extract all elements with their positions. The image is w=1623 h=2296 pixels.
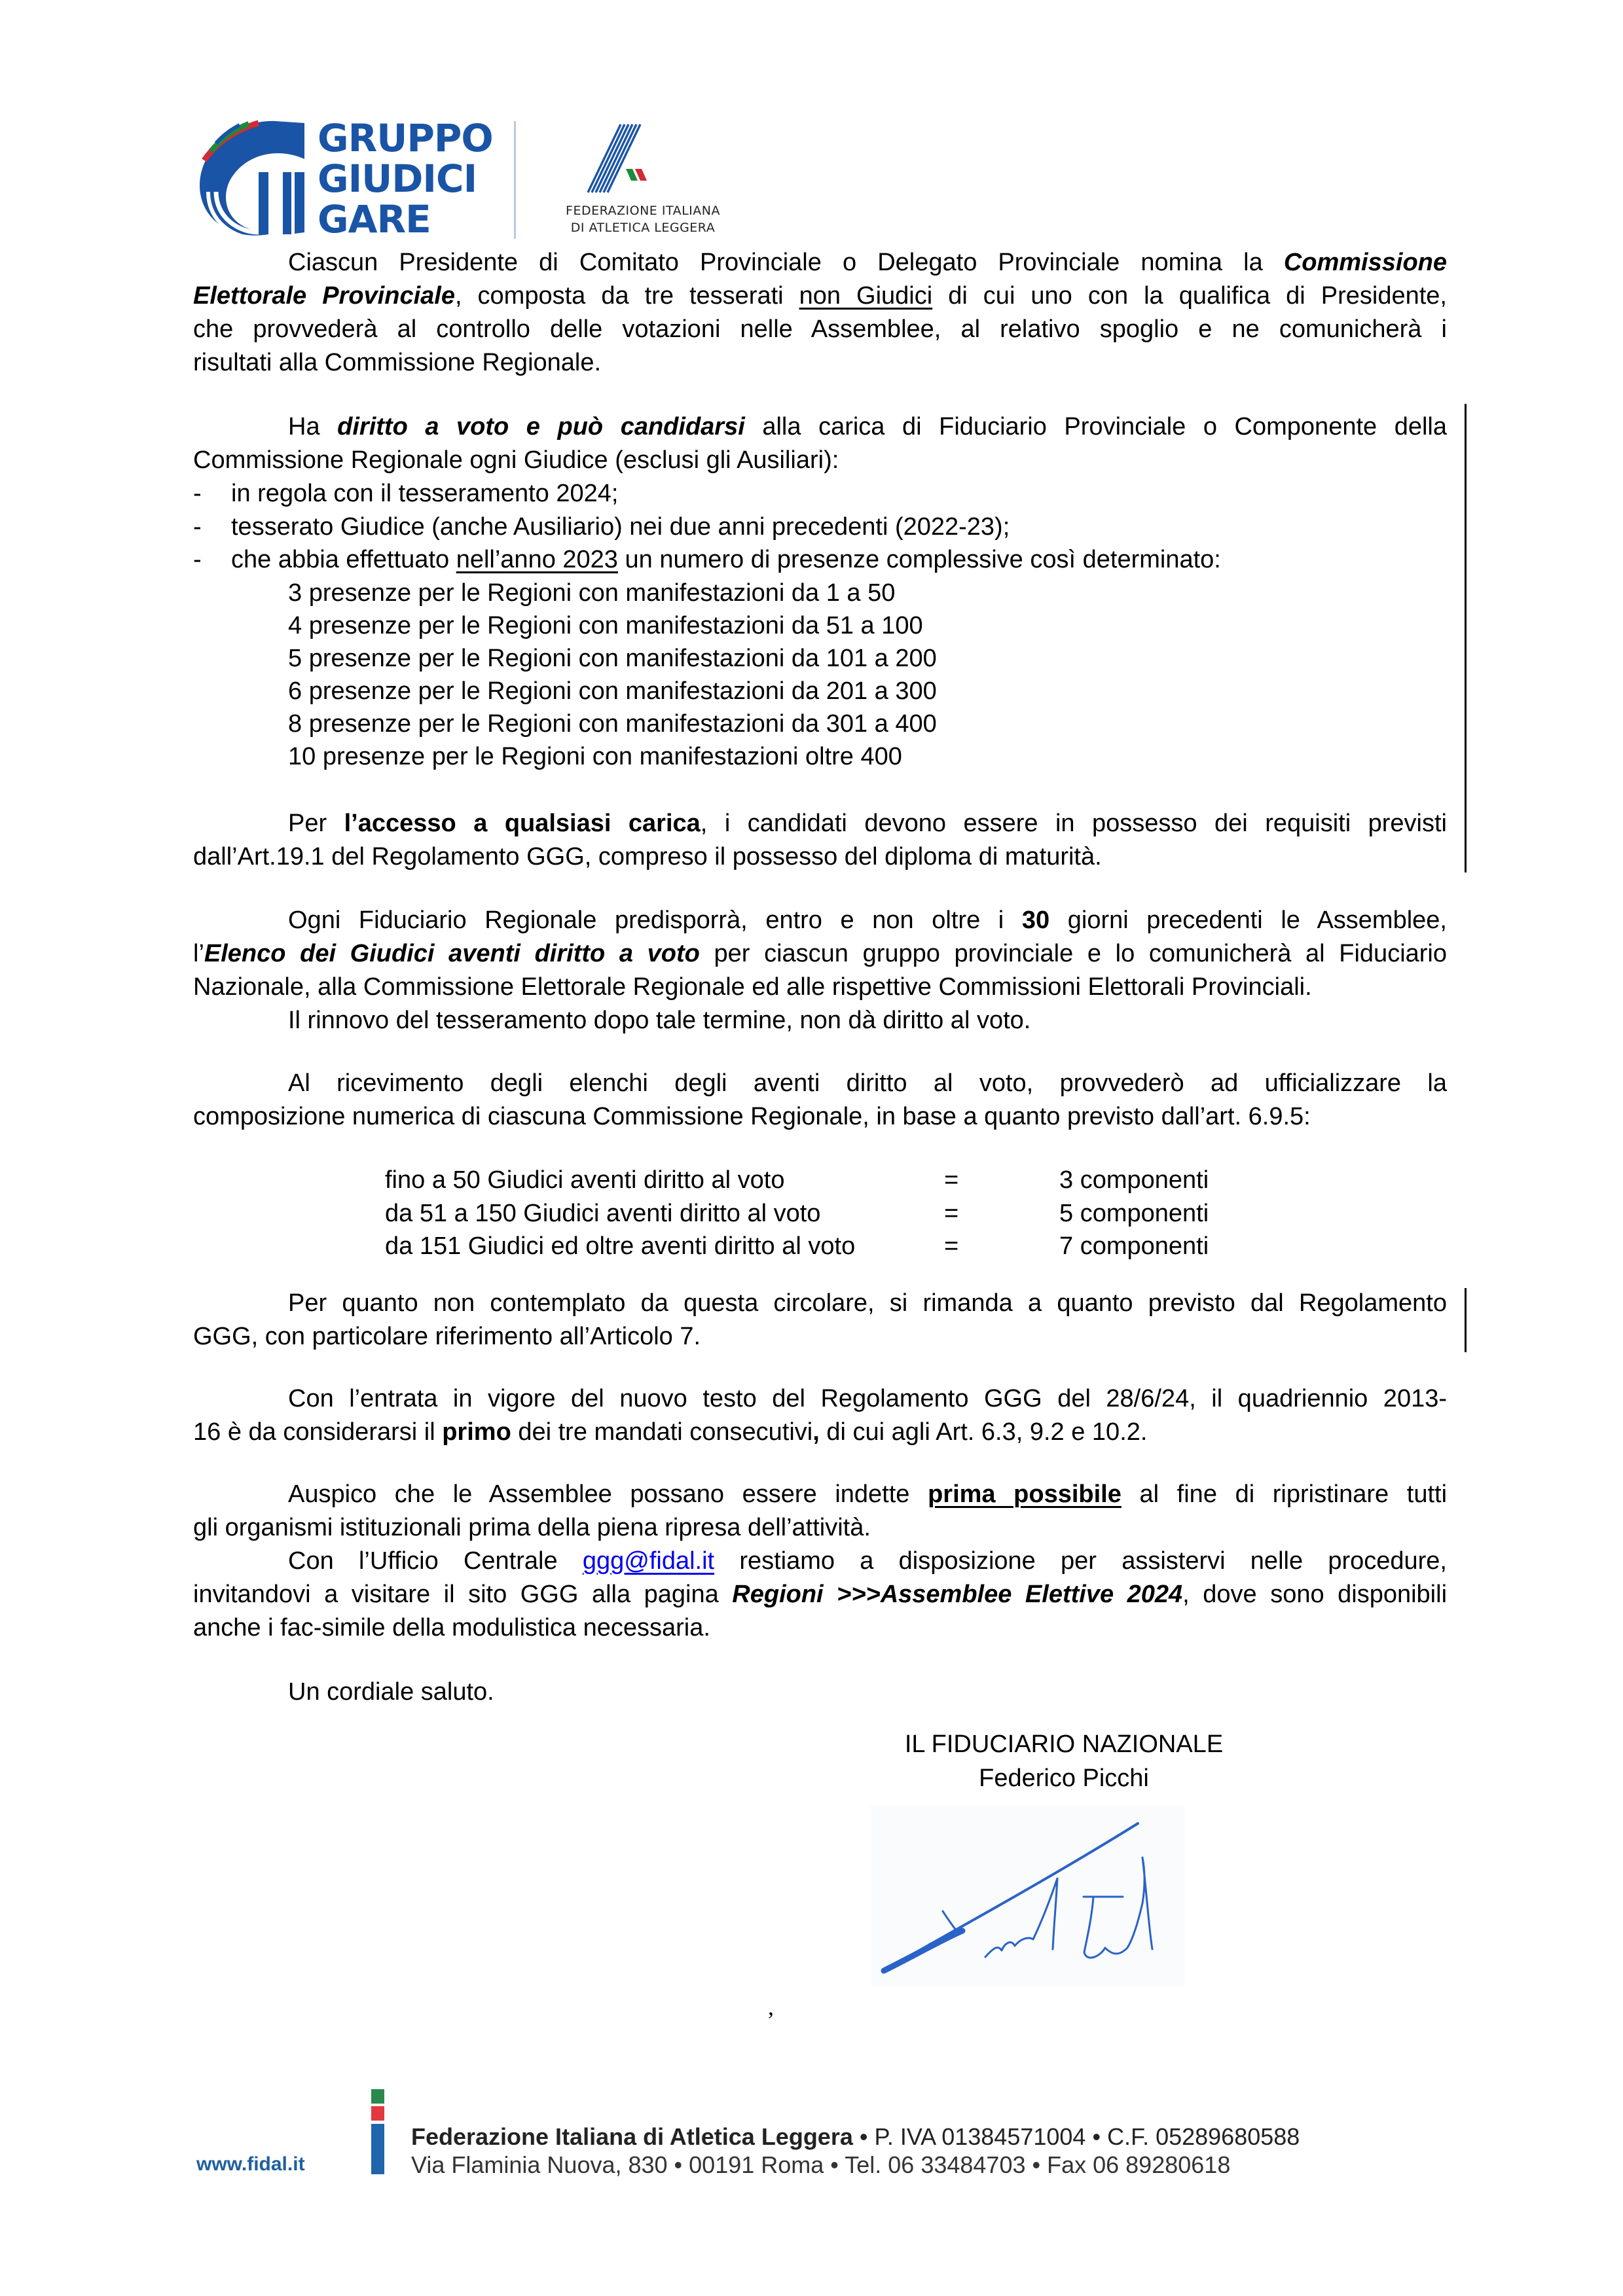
fidal-logo-line-2: DI ATLETICA LEGGERA: [570, 221, 716, 235]
p3-emphasis: l’accesso a qualsiasi carica: [344, 810, 701, 837]
p7-emphasis: ,: [812, 1418, 820, 1446]
closing-greeting: Un cordiale saluto.: [288, 1678, 494, 1706]
footer-separator: •: [852, 2123, 875, 2150]
p2-emphasis: diritto a voto e può candidarsi: [337, 413, 745, 440]
list-item-text: in regola con il tesseramento 2024;: [231, 480, 619, 507]
signatory-title: IL FIDUCIARIO NAZIONALE: [904, 1731, 1224, 1758]
list-item-text: tesserato Giudice (anche Ausiliario) nei due anni precedenti (2022-23);: [231, 513, 1010, 541]
list-dash: -: [193, 546, 202, 573]
paragraph-diritto-voto: [193, 410, 1447, 477]
p1-line-1: [193, 246, 1447, 279]
p4-text: giorni precedenti le Assemblee,: [1049, 906, 1447, 934]
p1-text: , composta da tre tesserati: [454, 282, 799, 310]
p1-line-3: che provvederà al controllo delle votazioni nelle Assemblee, al relativo spoglio e ne comunicherà i: [193, 315, 1447, 343]
list-dash: -: [193, 513, 202, 541]
cell-range: da 51 a 150 Giudici aventi diritto al voto: [385, 1200, 821, 1227]
p4-text: per ciascun gruppo provinciale e lo comunicherà al Fiduciario: [699, 940, 1447, 967]
p5-line-2: composizione numerica di ciascuna Commissione Regionale, in base a quanto previsto dall’art. 6.9.5:: [193, 1103, 1311, 1130]
p9-emphasis: Regioni >>>Assemblee Elettive 2024: [732, 1581, 1183, 1608]
handwritten-signature-icon: [871, 1805, 1185, 1986]
p1-line-4: risultati alla Commissione Regionale.: [193, 349, 602, 376]
paragraph-quadriennio: [193, 1382, 1447, 1449]
paragraph-commissione-provinciale: [193, 246, 1447, 380]
p4-text: Ogni Fiduciario Regionale predisporrà, entro e non oltre i: [288, 906, 1022, 934]
flag-green-block: [371, 2089, 384, 2104]
p1-text: di cui uno con la qualifica di Presidente,: [932, 282, 1447, 310]
fidal-logo-text: [545, 202, 741, 236]
list-item-text: [231, 543, 1221, 577]
p4-line-2: [193, 937, 1447, 971]
p7-text: di cui agli Art. 6.3, 9.2 e 10.2.: [819, 1418, 1148, 1446]
p9-line-3: anche i fac-simile della modulistica necessaria.: [193, 1614, 710, 1641]
p9-text: , dove sono disponibili: [1182, 1581, 1448, 1608]
paragraph-requisiti: [193, 807, 1447, 874]
p7-line-2: [193, 1416, 1447, 1449]
flag-blue-bar: [371, 2124, 384, 2174]
p9-line-1: [193, 1545, 1447, 1578]
fidal-logo-line-1: FEDERAZIONE ITALIANA: [566, 204, 720, 218]
footer-address: Via Flaminia Nuova, 830 • 00191 Roma • Tel. 06 33484703 • Fax 06 89280618: [411, 2151, 1231, 2178]
p9-text: restiamo a disposizione per assistervi nelle procedure,: [714, 1547, 1447, 1575]
website-link[interactable]: www.fidal.it: [196, 2153, 305, 2175]
revision-bar: [1465, 1288, 1467, 1352]
p8-line-2: gli organismi istituzionali prima della piena ripresa dell’attività.: [193, 1514, 871, 1541]
p6-line-2: GGG, con particolare riferimento all’Articolo 7.: [193, 1323, 701, 1350]
p4-line-4: Il rinnovo del tesseramento dopo tale termine, non dà diritto al voto.: [288, 1007, 1031, 1034]
cell-members: 3 componenti: [1059, 1166, 1209, 1194]
ggg-logo-line-3: GARE: [318, 197, 431, 242]
stray-comma: ,: [768, 1994, 774, 2020]
p3-text: , i candidati devono essere in possesso dei requisiti previsti: [700, 810, 1447, 837]
p2-text: alla carica di Fiduciario Provinciale o Componente della: [744, 413, 1447, 440]
p2-line-2: Commissione Regionale ogni Giudice (esclusi gli Ausiliari):: [193, 446, 839, 474]
presenze-row: 8 presenze per le Regioni con manifestazioni da 301 a 400: [288, 710, 937, 738]
p4-line-3: Nazionale, alla Commissione Elettorale Regionale ed alle rispettive Commissioni Elettorali Provinciali.: [193, 973, 1312, 1001]
ggg-logo-text: [318, 118, 493, 240]
cell-range: da 151 Giudici ed oltre aventi diritto al voto: [385, 1232, 856, 1260]
cell-range: fino a 50 Giudici aventi diritto al voto: [385, 1166, 785, 1194]
p7-line-1: Con l’entrata in vigore del nuovo testo del Regolamento GGG del 28/6/24, il quadriennio 2013-: [288, 1385, 1447, 1412]
cell-equals: =: [944, 1166, 959, 1194]
p4-emphasis: Elenco dei Giudici aventi diritto a voto: [204, 940, 700, 967]
p4-line-1: [193, 904, 1447, 937]
p1-line-2: [193, 279, 1447, 313]
p8-text: Auspico che le Assemblee possano essere indette: [288, 1480, 928, 1508]
p3-line-2: dall’Art.19.1 del Regolamento GGG, compreso il possesso del diploma di maturità.: [193, 843, 1102, 870]
p7-text: 16 è da considerarsi il: [193, 1418, 443, 1446]
p7-emphasis: primo: [442, 1418, 511, 1446]
list-dash: -: [193, 480, 202, 507]
flag-red-block: [371, 2106, 384, 2121]
p3-line-1: [193, 807, 1447, 840]
p3-text: Per: [288, 810, 344, 837]
list-item-text-part: un numero di presenze complessive così determinato:: [617, 546, 1221, 573]
list-item-underlined: nell’anno 2023: [456, 546, 618, 573]
presenze-row: 3 presenze per le Regioni con manifestazioni da 1 a 50: [288, 579, 896, 607]
presenze-row: 6 presenze per le Regioni con manifestazioni da 201 a 300: [288, 677, 937, 705]
p9-text: Con l’Ufficio Centrale: [288, 1547, 583, 1575]
p4-emphasis: 30: [1021, 906, 1050, 934]
presenze-row: 4 presenze per le Regioni con manifestazioni da 51 a 100: [288, 612, 923, 639]
cell-equals: =: [944, 1232, 959, 1260]
footer-piva: P. IVA 01384571004: [874, 2123, 1086, 2150]
signatory-name: Federico Picchi: [979, 1765, 1149, 1792]
logo-divider: [514, 121, 516, 239]
paragraph-ufficio-centrale: [193, 1545, 1447, 1645]
p6-line-1: Per quanto non contemplato da questa circolare, si rimanda a quanto previsto dal Regolamento: [288, 1289, 1447, 1317]
paragraph-elenco-giudici: [193, 904, 1447, 1037]
revision-bar: [1465, 404, 1467, 872]
p2-line-1: [193, 410, 1447, 444]
p1-text: Ciascun Presidente di Comitato Provinciale o Delegato Provinciale nomina la: [288, 249, 1284, 276]
p1-emphasis: Commissione: [1283, 249, 1447, 276]
ggg-emblem-icon: [196, 120, 308, 241]
ggg-logo-line-2: GIUDICI: [318, 156, 477, 201]
email-link[interactable]: ggg@fidal.it: [582, 1547, 715, 1575]
cell-members: 5 componenti: [1059, 1200, 1209, 1227]
p1-underlined: non Giudici: [799, 282, 933, 310]
p8-line-1: [193, 1478, 1447, 1511]
p9-text: invitandovi a visitare il sito GGG alla pagina: [193, 1581, 733, 1608]
cell-members: 7 componenti: [1059, 1232, 1209, 1260]
ggg-logo-line-1: GRUPPO: [318, 116, 493, 160]
p1-emphasis: Elettorale Provinciale: [193, 282, 455, 310]
p4-text: l’: [193, 940, 204, 967]
footer-line-1: [411, 2124, 1300, 2150]
footer-cf: C.F. 05289680588: [1107, 2123, 1300, 2150]
paragraph-rimando: [193, 1287, 1447, 1354]
footer-org-name: Federazione Italiana di Atletica Leggera: [411, 2123, 853, 2150]
paragraph-composizione: [193, 1067, 1447, 1134]
p2-text: Ha: [288, 413, 338, 440]
footer-separator: •: [1085, 2123, 1108, 2150]
presenze-row: 5 presenze per le Regioni con manifestazioni da 101 a 200: [288, 645, 937, 672]
p9-line-2: [193, 1578, 1447, 1611]
list-item-text-part: che abbia effettuato: [231, 546, 456, 573]
p7-text: dei tre mandati consecutivi: [511, 1418, 813, 1446]
cell-equals: =: [944, 1200, 959, 1227]
p8-text: al fine di ripristinare tutti: [1121, 1480, 1448, 1508]
p5-line-1: Al ricevimento degli elenchi degli aventi diritto al voto, provvederò ad ufficializzare la: [288, 1069, 1447, 1097]
fidal-emblem-icon: [583, 123, 668, 195]
presenze-row: 10 presenze per le Regioni con manifestazioni oltre 400: [288, 743, 902, 770]
p8-emphasis: prima possibile: [928, 1480, 1122, 1508]
paragraph-auspicio: [193, 1478, 1447, 1545]
